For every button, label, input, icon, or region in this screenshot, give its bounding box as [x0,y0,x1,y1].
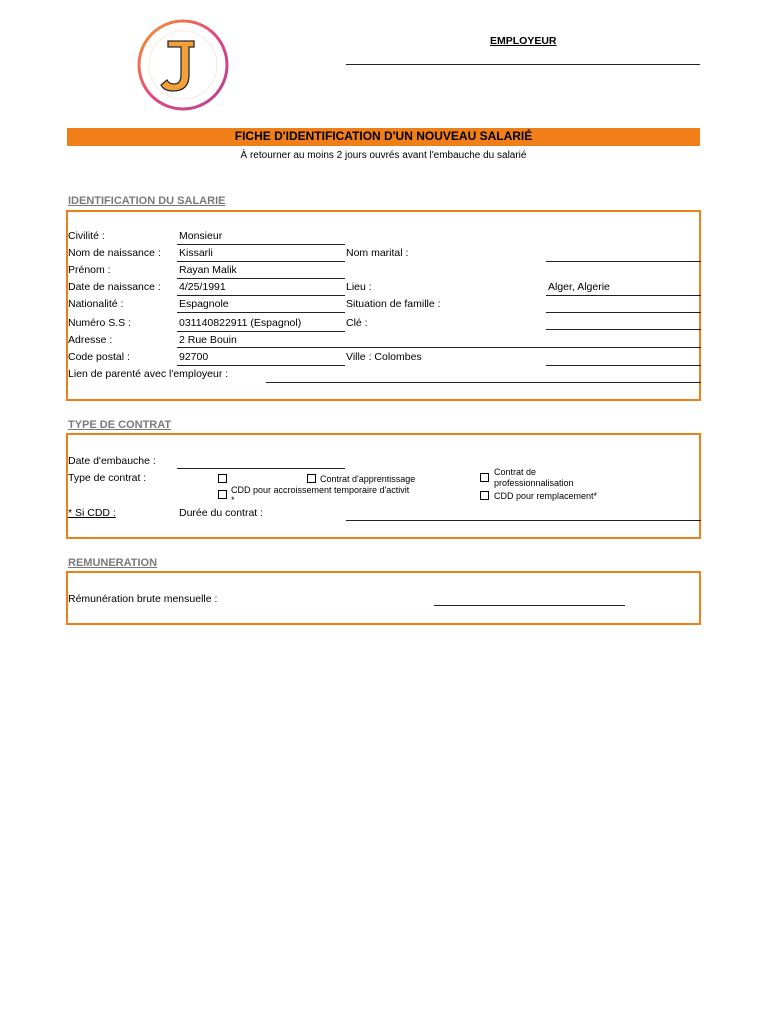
section-title-contrat: TYPE DE CONTRAT [68,419,172,431]
type-contrat-label: Type de contrat : [68,472,147,484]
cle-line [546,329,701,330]
date-naissance-line [177,295,345,296]
prenom-line [177,278,345,279]
lieu-label: Lieu : [346,281,372,293]
section-title-remuneration: REMUNERATION [68,557,158,569]
civilite-line [177,244,345,245]
opt-remplacement-label: CDD pour remplacement* [494,491,598,501]
nom-marital-line [546,261,701,262]
checkbox-remplacement[interactable] [480,491,489,500]
form-title: FICHE D'IDENTIFICATION D'UN NOUVEAU SALARIÉ [234,129,533,143]
logo-graphic [128,19,238,111]
date-embauche-line [177,468,345,469]
employer-field-line[interactable] [346,64,700,65]
civilite-label: Civilité : [68,230,105,242]
duree-line [346,520,701,521]
form-subtitle: À retourner au moins 2 jours ouvrés avant l'embauche du salarié [240,150,527,161]
date-naissance-value[interactable]: 4/25/1991 [179,281,226,293]
opt-pro-label-line1: Contrat de [494,467,537,477]
remuneration-line [434,605,625,606]
checkbox-cdi[interactable] [218,474,227,483]
numero-ss-line [177,331,345,332]
situation-line [546,312,701,313]
adresse-label: Adresse : [68,334,113,346]
date-naissance-label: Date de naissance : [68,281,161,293]
opt-apprentissage-label: Contrat d'apprentissage [320,474,416,484]
situation-label: Situation de famille : [346,298,441,310]
duree-label: Durée du contrat : [179,507,264,519]
checkbox-apprentissage[interactable] [307,474,316,483]
nationalite-label: Nationalité : [68,298,124,310]
code-postal-label: Code postal : [68,351,130,363]
employer-label: EMPLOYEUR [490,35,557,47]
civilite-value[interactable]: Monsieur [179,230,223,242]
date-embauche-label: Date d'embauche : [68,455,156,467]
prenom-value[interactable]: Rayan Malik [179,264,237,276]
nom-naissance-value[interactable]: Kissarli [179,247,213,259]
lien-label: Lien de parenté avec l'employeur : [68,368,229,380]
nationalite-value[interactable]: Espagnole [179,298,229,310]
si-cdd-label: * Si CDD : [68,507,116,519]
opt-accroissement-star: * [231,495,235,505]
code-postal-line [177,365,345,366]
checkbox-professionnalisation[interactable] [480,473,489,482]
nationalite-line [177,312,345,313]
cle-label: Clé : [346,317,368,329]
adresse-line [177,347,701,348]
numero-ss-label: Numéro S.S : [68,317,132,329]
opt-accroissement-label: CDD pour accroissement temporaire d'activit [231,485,410,495]
opt-pro-label-line2: professionnalisation [494,478,574,488]
nom-marital-label: Nom marital : [346,247,409,259]
numero-ss-value[interactable]: 031140822911 (Espagnol) [179,317,302,329]
ville-line [546,365,701,366]
lieu-value[interactable]: Alger, Algerie [548,281,610,293]
remuneration-label: Rémunération brute mensuelle : [68,593,218,605]
prenom-label: Prénom : [68,264,111,276]
code-postal-value[interactable]: 92700 [179,351,209,363]
section-title-identification: IDENTIFICATION DU SALARIE [68,195,226,207]
lien-line [266,382,701,383]
nom-naissance-line [177,261,345,262]
company-logo [128,19,238,111]
checkbox-accroissement[interactable] [218,490,227,499]
ville-label: Ville : Colombes [346,351,422,363]
adresse-value[interactable]: 2 Rue Bouin [179,334,237,346]
nom-naissance-label: Nom de naissance : [68,247,161,259]
lieu-line [546,295,701,296]
